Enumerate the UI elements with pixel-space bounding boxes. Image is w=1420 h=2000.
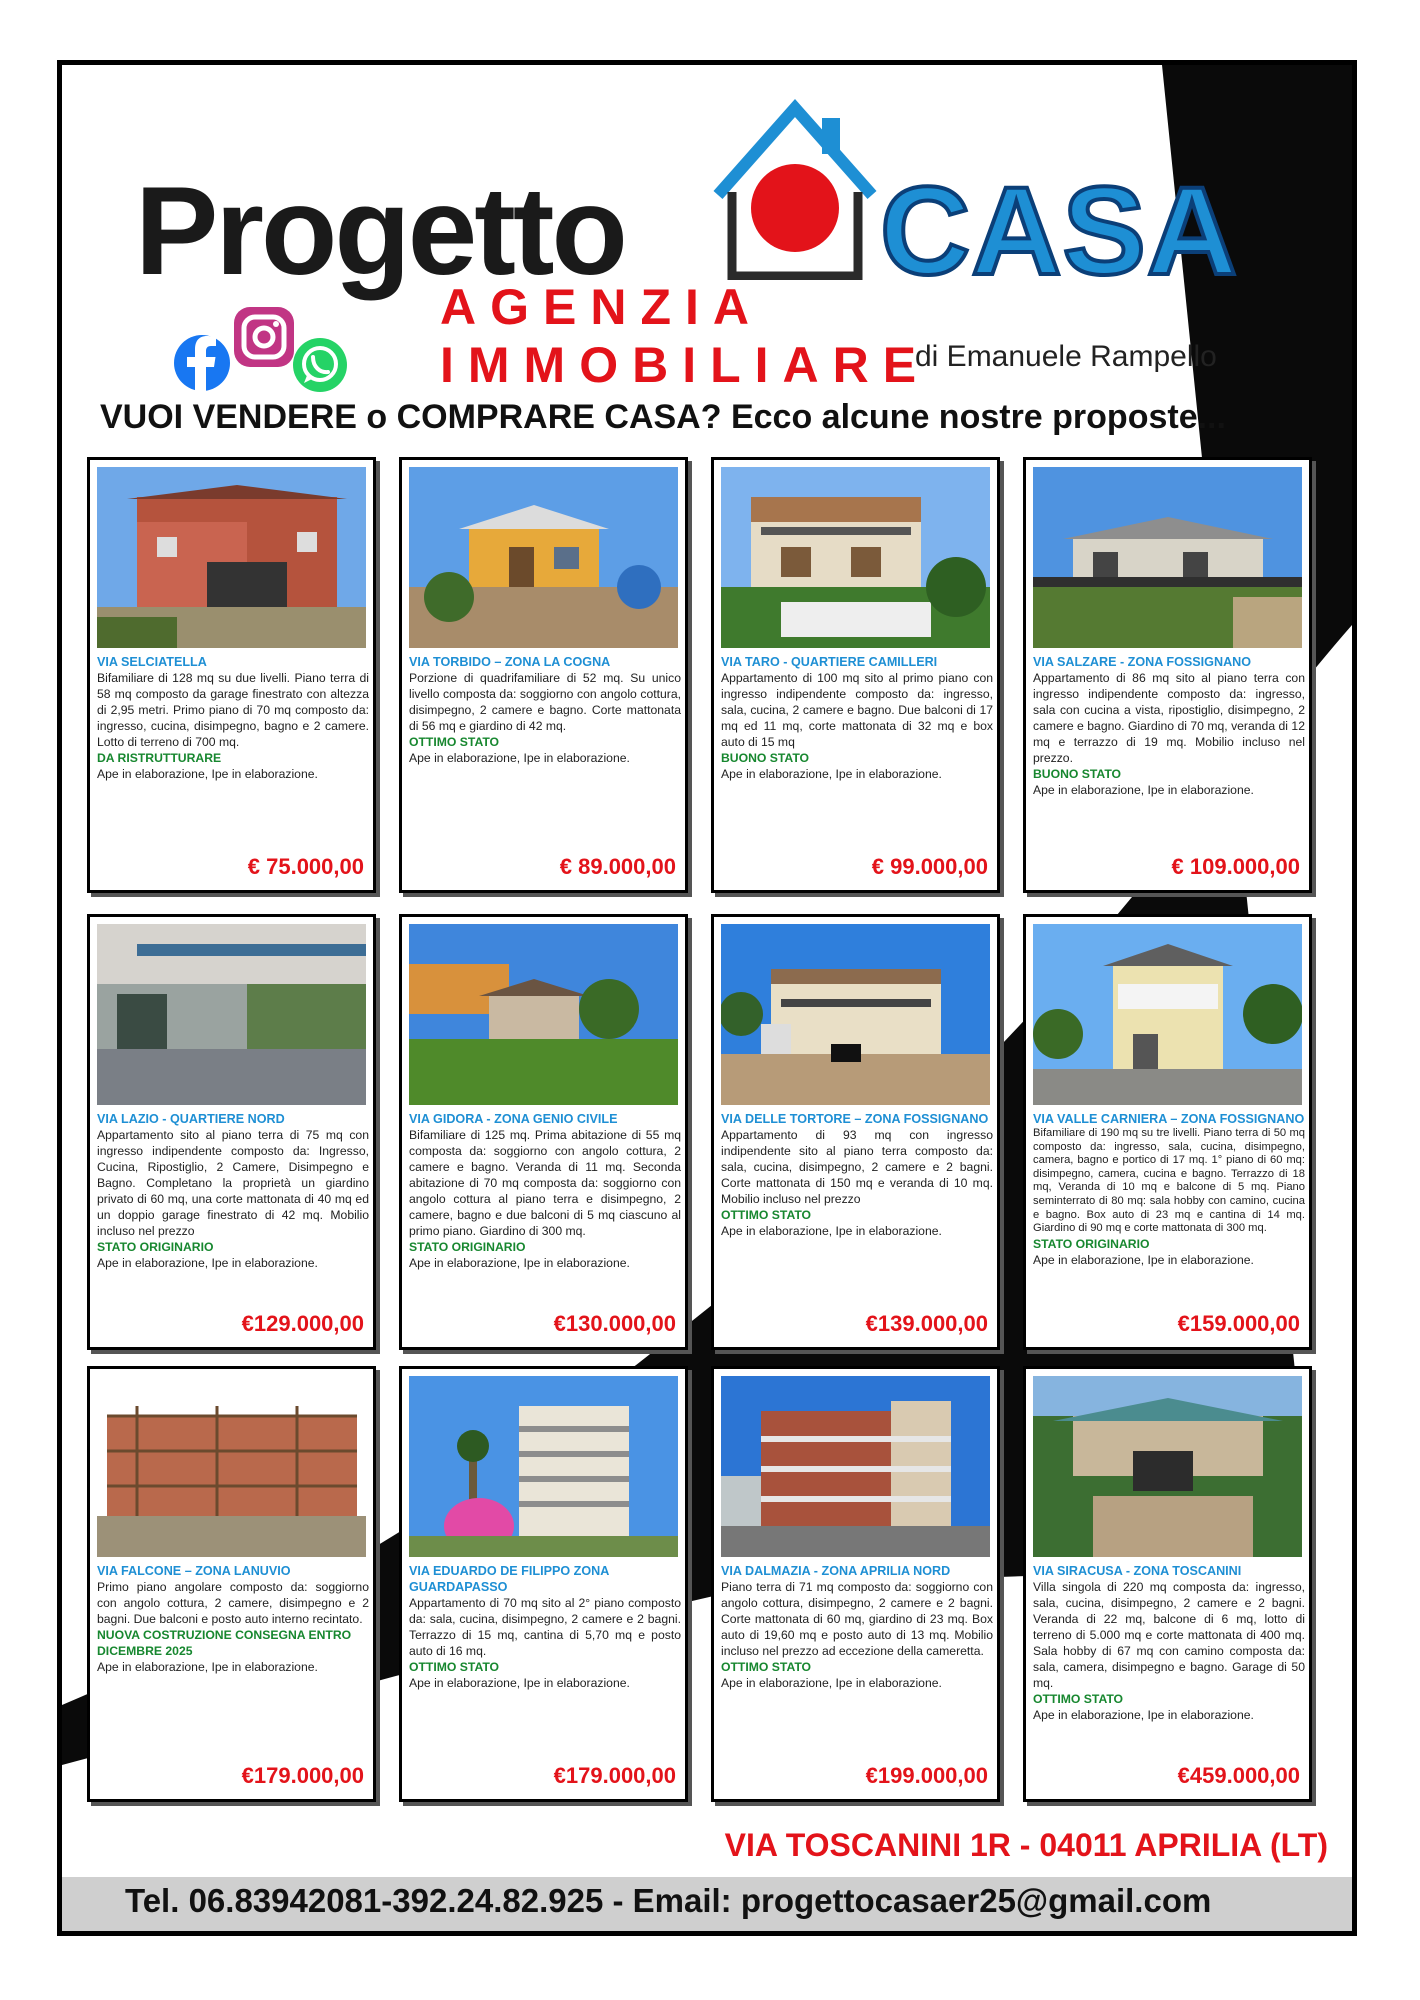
listing-card-8[interactable] xyxy=(1023,914,1312,1350)
listing-card-11[interactable] xyxy=(711,1366,1000,1802)
listing-status: OTTIMO STATO xyxy=(409,1660,500,1674)
facebook-icon[interactable] xyxy=(174,335,230,391)
listing-photo-8[interactable] xyxy=(1033,924,1302,1105)
listing-status: OTTIMO STATO xyxy=(721,1660,812,1674)
listing-photo-2[interactable] xyxy=(409,467,678,648)
listing-status: DA RISTRUTTURARE xyxy=(97,751,222,765)
listing-card-2[interactable] xyxy=(399,457,688,893)
listing-energy: Ape in elaborazione, Ipe in elaborazione. xyxy=(97,1256,318,1270)
listing-price: €139.000,00 xyxy=(865,1311,988,1336)
listing-title: VIA DELLE TORTORE – ZONA FOSSIGNANO xyxy=(721,1112,989,1126)
listing-card-12[interactable] xyxy=(1023,1366,1312,1802)
listing-price: €159.000,00 xyxy=(1177,1311,1300,1336)
listing-title: VIA TORBIDO – ZONA LA COGNA xyxy=(409,655,611,669)
listing-price: €129.000,00 xyxy=(241,1311,364,1336)
listing-energy: Ape in elaborazione, Ipe in elaborazione. xyxy=(97,1660,318,1674)
listing-price: €459.000,00 xyxy=(1177,1763,1300,1788)
listing-description: Appartamento di 70 mq sito al 2° piano composto da: sala, cucina, disimpegno, 2 camere e 2 bagni. Terrazzo di 15 mq, cantina di 5,70 mq e posto auto di 16 mq. xyxy=(409,1596,681,1658)
listing-description: Bifamiliare di 125 mq. Prima abitazione di 55 mq composta da: soggiorno con angolo cottura, 2 camere e bagno. Veranda di 11 mq. Seconda abitazione di 70 mq composta da: soggiorno con angolo cottura al piano terra e disimpegno, 2 camere, bagno e due balconi di 5 mq ciascuno al primo piano. Giardino di 300 mq. xyxy=(409,1128,681,1238)
listing-description: Appartamento di 86 mq sito al piano terra con ingresso indipendente composto da: ingresso, sala con cucina a vista, ripostiglio, disimpegno, 2 camere e bagno. Giardino di 70 mq, veranda di 12 mq e terrazzo di 19 mq. Mobilio incluso nel prezzo. xyxy=(1033,671,1305,765)
listing-status: NUOVA COSTRUZIONE CONSEGNA ENTRO DICEMBRE 2025 xyxy=(97,1628,352,1658)
listing-text-12 xyxy=(1033,1563,1305,1723)
listing-description: Appartamento di 100 mq sito al primo piano con ingresso indipendente composto da: ingresso, sala, cucina, 2 camere e bagno. Due balconi di 17 mq ed 11 mq, corte mattonata di 32 mq e box auto di 15 mq xyxy=(721,671,993,749)
listing-text-5 xyxy=(97,1111,369,1271)
listing-title: VIA EDUARDO DE FILIPPO ZONA GUARDAPASSO xyxy=(409,1564,609,1594)
listing-photo-3[interactable] xyxy=(721,467,990,648)
social-icons[interactable] xyxy=(170,305,360,395)
listing-energy: Ape in elaborazione, Ipe in elaborazione. xyxy=(409,1256,630,1270)
listing-text-1 xyxy=(97,654,369,782)
listing-energy: Ape in elaborazione, Ipe in elaborazione. xyxy=(1033,1252,1254,1267)
listing-energy: Ape in elaborazione, Ipe in elaborazione. xyxy=(1033,783,1254,797)
listing-status: OTTIMO STATO xyxy=(409,735,500,749)
listing-card-7[interactable] xyxy=(711,914,1000,1350)
listing-text-11 xyxy=(721,1563,993,1691)
listing-description: Piano terra di 71 mq composto da: soggiorno con angolo cottura, disimpegno, 2 camere e 2 bagni. Corte mattonata di 60 mq, giardino di 23 mq. Box auto di 19,60 mq e posto auto di 13 mq. Mobilio incluso nel prezzo ad eccezione della cameretta. xyxy=(721,1580,993,1658)
listing-energy: Ape in elaborazione, Ipe in elaborazione. xyxy=(1033,1708,1254,1722)
listing-status: STATO ORIGINARIO xyxy=(1033,1236,1150,1251)
instagram-icon[interactable] xyxy=(234,307,294,367)
agency-address: VIA TOSCANINI 1R - 04011 APRILIA (LT) xyxy=(724,1827,1328,1863)
listing-text-2 xyxy=(409,654,681,766)
listing-status: STATO ORIGINARIO xyxy=(409,1240,526,1254)
listing-card-5[interactable] xyxy=(87,914,376,1350)
listing-title: VIA LAZIO - QUARTIERE NORD xyxy=(97,1112,285,1126)
listing-photo-5[interactable] xyxy=(97,924,366,1105)
logo-word-progetto: Progetto xyxy=(135,162,625,301)
listing-energy: Ape in elaborazione, Ipe in elaborazione. xyxy=(721,1676,942,1690)
listing-text-8 xyxy=(1033,1111,1305,1268)
listing-photo-11[interactable] xyxy=(721,1376,990,1557)
listing-description: Appartamento di 93 mq con ingresso indipendente sito al piano terra composto da: sala, cucina, disimpegno, 2 camere e 2 bagni. Corte mattonata di 150 mq e veranda di 10 mq. Mobilio incluso nel prezzo xyxy=(721,1128,993,1206)
listing-photo-12[interactable] xyxy=(1033,1376,1302,1557)
listing-text-4 xyxy=(1033,654,1305,798)
listing-description: Primo piano angolare composto da: soggiorno con angolo cottura, 2 camere, disimpegno e 2 bagni. Due balconi e posto auto interno recintato. xyxy=(97,1580,369,1626)
agency-contact[interactable]: Tel. 06.83942081-392.24.82.925 - Email: progettocasaer25@gmail.com xyxy=(125,1882,1212,1919)
listing-title: VIA VALLE CARNIERA – ZONA FOSSIGNANO xyxy=(1033,1112,1305,1126)
listing-card-10[interactable] xyxy=(399,1366,688,1802)
listing-photo-7[interactable] xyxy=(721,924,990,1105)
listing-energy: Ape in elaborazione, Ipe in elaborazione. xyxy=(97,767,318,781)
logo-word-casa: CASA xyxy=(880,162,1239,301)
listing-price: € 75.000,00 xyxy=(247,854,364,879)
listing-photo-4[interactable] xyxy=(1033,467,1302,648)
listing-energy: Ape in elaborazione, Ipe in elaborazione. xyxy=(409,751,630,765)
listing-title: VIA FALCONE – ZONA LANUVIO xyxy=(97,1564,291,1578)
listing-title: VIA SELCIATELLA xyxy=(97,655,207,669)
listing-status: OTTIMO STATO xyxy=(1033,1692,1124,1706)
logo-owner: di Emanuele Rampello xyxy=(915,340,1217,373)
listing-photo-9[interactable] xyxy=(97,1376,366,1557)
listing-description: Appartamento sito al piano terra di 75 mq con ingresso indipendente composto da: Ingresso, Cucina, Ripostiglio, 2 Camere, Disimpegno e Bagno. Completano la proprietà un giardino privato di 60 mq, una corte mattonata di 40 mq ed un doppio garage finestrato di 42 mq. Mobilio incluso nel prezzo xyxy=(97,1128,369,1238)
listing-title: VIA SALZARE - ZONA FOSSIGNANO xyxy=(1033,655,1252,669)
listing-price: €199.000,00 xyxy=(865,1763,988,1788)
listing-photo-6[interactable] xyxy=(409,924,678,1105)
listing-price: € 99.000,00 xyxy=(871,854,988,879)
listing-energy: Ape in elaborazione, Ipe in elaborazione. xyxy=(721,767,942,781)
listing-photo-10[interactable] xyxy=(409,1376,678,1557)
listing-title: VIA DALMAZIA - ZONA APRILIA NORD xyxy=(721,1564,951,1578)
listing-text-10 xyxy=(409,1563,681,1691)
listing-status: BUONO STATO xyxy=(1033,767,1122,781)
listing-card-6[interactable] xyxy=(399,914,688,1350)
listing-description: Bifamiliare di 190 mq su tre livelli. Piano terra di 50 mq composto da: ingresso, sala, cucina, disimpegno, camera, bagno e portico di 17 mq. 1° piano di 60 mq: disimpegno, camera, cucina e bagno. Terrazzo di 18 mq, Veranda di 10 mq e balcone di 5 mq. Piano seminterrato di 80 mq: sala hobby con camino, cucina e bagno. Box auto di 23 mq e cantina di 14 mq. Giardino di 90 mq e corte mattonata di 300 mq. xyxy=(1033,1127,1305,1235)
headline: VUOI VENDERE o COMPRARE CASA? Ecco alcune nostre proposte... xyxy=(100,398,1226,436)
logo-subtitle: AGENZIA IMMOBILIARE xyxy=(440,279,931,393)
listing-price: € 109.000,00 xyxy=(1171,854,1300,879)
listing-price: €179.000,00 xyxy=(241,1763,364,1788)
listing-card-1[interactable] xyxy=(87,457,376,893)
listing-text-7 xyxy=(721,1111,993,1239)
listing-status: STATO ORIGINARIO xyxy=(97,1240,214,1254)
listing-card-3[interactable] xyxy=(711,457,1000,893)
listing-card-9[interactable] xyxy=(87,1366,376,1802)
listing-price: €179.000,00 xyxy=(553,1763,676,1788)
listing-energy: Ape in elaborazione, Ipe in elaborazione. xyxy=(721,1224,942,1238)
listing-price: € 89.000,00 xyxy=(559,854,676,879)
listing-description: Villa singola di 220 mq composta da: ingresso, sala, cucina, disimpegno, 2 camere e 2 bagni. Veranda di 22 mq, balcone di 6 mq, lotto di terreno di 5.000 mq e corte mattonata di 400 mq. Sala hobby di 67 mq con camino composta da: sala, camera, disimpegno e bagno. Garage di 50 mq. xyxy=(1033,1580,1305,1690)
listing-title: VIA TARO - QUARTIERE CAMILLERI xyxy=(721,655,938,669)
listing-photo-1[interactable] xyxy=(97,467,366,648)
listing-energy: Ape in elaborazione, Ipe in elaborazione. xyxy=(409,1676,630,1690)
listing-card-4[interactable] xyxy=(1023,457,1312,893)
listing-text-6 xyxy=(409,1111,681,1271)
listing-description: Porzione di quadrifamiliare di 52 mq. Su unico livello composta da: soggiorno con angolo cottura, disimpegno, 2 camere e bagno. Corte mattonata di 56 mq e giardino di 42 mq. xyxy=(409,671,681,733)
listing-description: Bifamiliare di 128 mq su due livelli. Piano terra di 58 mq composto da garage finestrato con altezza di 2,95 metri. Primo piano di 70 mq composto da: ingresso, cucina, disimpegno, bagno e 2 camere. Lotto di terreno di 700 mq. xyxy=(97,671,369,749)
listing-text-9 xyxy=(97,1563,369,1675)
listing-status: BUONO STATO xyxy=(721,751,810,765)
listing-title: VIA GIDORA - ZONA GENIO CIVILE xyxy=(409,1112,618,1126)
whatsapp-icon[interactable] xyxy=(293,338,347,392)
house-icon xyxy=(710,90,880,280)
listing-status: OTTIMO STATO xyxy=(721,1208,812,1222)
listing-text-3 xyxy=(721,654,993,782)
listing-title: VIA SIRACUSA - ZONA TOSCANINI xyxy=(1033,1564,1242,1578)
listing-price: €130.000,00 xyxy=(553,1311,676,1336)
